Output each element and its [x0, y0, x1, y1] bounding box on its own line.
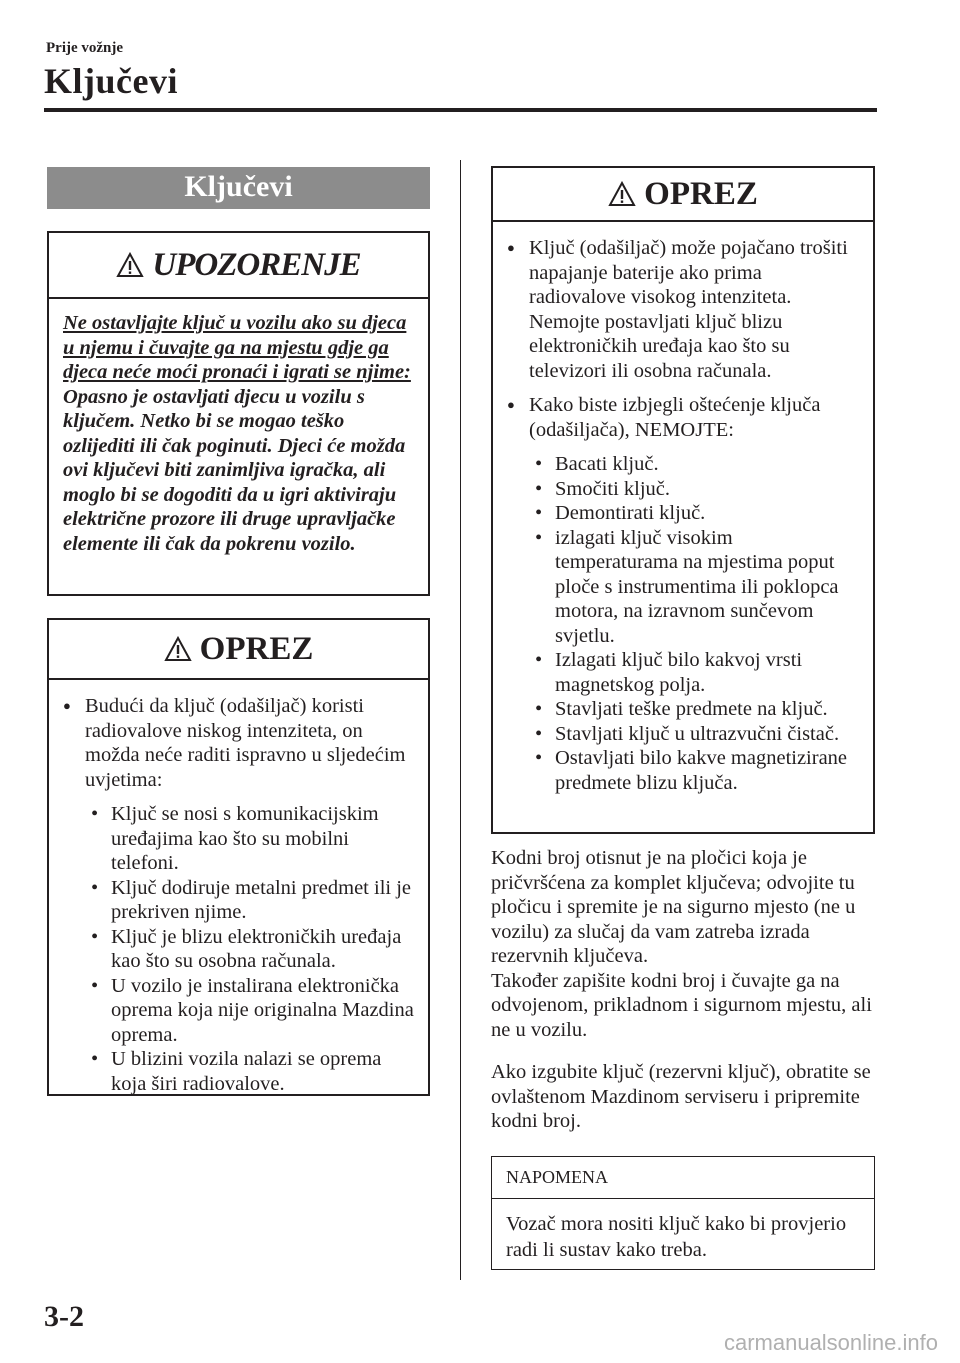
- sub-list-item: • Bacati ključ.: [529, 452, 859, 477]
- section-banner: Ključevi: [47, 167, 430, 209]
- warning-text: Opasno je ostavljati djecu u vozilu s ključem. Netko bi se mogao teško ozlijediti ili čak poginuti. Djeci će možda ovi ključevi biti zanimljiva igračka, ali moglo bi se dogoditi da u igri aktiviraju električne prozore ili druge upravljačke elemente ili čak da pokrenu vozilo.: [63, 385, 406, 555]
- caution-header-1: [49, 620, 428, 680]
- warning-body: [49, 299, 428, 556]
- caution-header-2: [493, 168, 873, 222]
- warning-label: UPOZORENJE: [152, 246, 361, 283]
- sub-list-item: • Demontirati ključ.: [529, 501, 859, 526]
- caution-box-2: [491, 166, 875, 834]
- warning-heading: Ne ostavljajte ključ u vozilu ako su djeca u njemu i čuvajte ga na mjestu gdje ga djeca neće moći pronaći i igrati se njime:: [63, 312, 411, 383]
- list-item-text: Kako biste izbjegli oštećenje ključa (odašiljača), NEMOJTE:: [529, 394, 821, 441]
- note-box: [491, 1156, 875, 1270]
- sub-list-item: • Stavljati ključ u ultrazvučni čistač.: [529, 722, 859, 747]
- sub-list-item: • U blizini vozila nalazi se oprema koja širi radiovalove.: [85, 1047, 414, 1096]
- warning-box: [47, 231, 430, 596]
- column-divider: [460, 160, 461, 1280]
- sub-list-item: • Ključ dodiruje metalni predmet ili je prekriven njime.: [85, 876, 414, 925]
- watermark: carmanualsonline.info: [723, 1330, 938, 1355]
- warning-triangle-icon: [608, 181, 636, 207]
- body-text: Također zapišite kodni broj i čuvajte ga na odvojenom, prikladnom i sigurnom mjestu, ali ne u vozilu.: [491, 969, 872, 1041]
- page-title: Ključevi: [44, 61, 178, 101]
- list-item: ● Ključ (odašiljač) može pojačano trošiti napajanje baterije ako prima radiovalove visokog intenziteta. Nemojte postavljati ključ blizu elektroničkih uređaja kao što su televizori ili osobna računala.: [507, 236, 859, 383]
- body-text: Kodni broj otisnut je na pločici koja je pričvršćena za komplet ključeva; odvojite tu pločicu i spremite je na sigurno mjesto (ne u vozilu) za slučaj da vam zatreba izrada rezervnih ključeva.: [491, 847, 856, 967]
- sub-list-item: • Izlagati ključ bilo kakvoj vrsti magnetskog polja.: [529, 648, 859, 697]
- sub-list-item: • Ključ je blizu elektroničkih uređaja kao što su osobna računala.: [85, 925, 414, 974]
- sub-list: [85, 802, 414, 1096]
- caution-box-1: [47, 618, 430, 1096]
- sub-list-item: • Ostavljati bilo kakve magnetizirane predmete blizu ključa.: [529, 746, 859, 795]
- note-text: Vozač mora nositi ključ kako bi provjerio radi li sustav kako treba.: [506, 1213, 847, 1261]
- warning-header: [49, 233, 428, 299]
- caution-body-2: [493, 222, 873, 795]
- sub-list: [529, 452, 859, 795]
- page-number: 3-2: [44, 1300, 84, 1333]
- body-paragraph-1: [491, 846, 881, 1042]
- header-divider: [44, 108, 877, 112]
- caution-label: OPREZ: [199, 630, 314, 667]
- section-label: Prije vožnje: [46, 40, 124, 56]
- list-item: [63, 694, 414, 1096]
- caution-body-1: [49, 680, 428, 1096]
- sub-list-item: • U vozilo je instalirana elektronička oprema koja nije originalna Mazdina oprema.: [85, 974, 414, 1048]
- sub-list-item: • Smočiti ključ.: [529, 477, 859, 502]
- sub-list-item: • Ključ se nosi s komunikacijskim uređajima kao što su mobilni telefoni.: [85, 802, 414, 876]
- note-label: NAPOMENA: [492, 1157, 874, 1199]
- sub-list-item: • izlagati ključ visokim temperaturama na mjestima poput ploče s instrumentima ili poklopca motora, na izravnom sunčevom svjetlu.: [529, 526, 859, 649]
- warning-triangle-icon: [164, 636, 192, 662]
- list-item: [507, 393, 859, 795]
- sub-list-item: • Stavljati teške predmete na ključ.: [529, 697, 859, 722]
- caution-label: OPREZ: [644, 175, 758, 212]
- body-paragraph-2: [491, 1060, 881, 1134]
- body-text: Ako izgubite ključ (rezervni ključ), obratite se ovlaštenom Mazdinom serviseru i pripremite kodni broj.: [491, 1061, 871, 1132]
- warning-triangle-icon: [116, 252, 144, 278]
- list-item-text: Budući da ključ (odašiljač) koristi radiovalove niskog intenziteta, on možda neće raditi ispravno u sljedećim uvjetima:: [85, 695, 406, 791]
